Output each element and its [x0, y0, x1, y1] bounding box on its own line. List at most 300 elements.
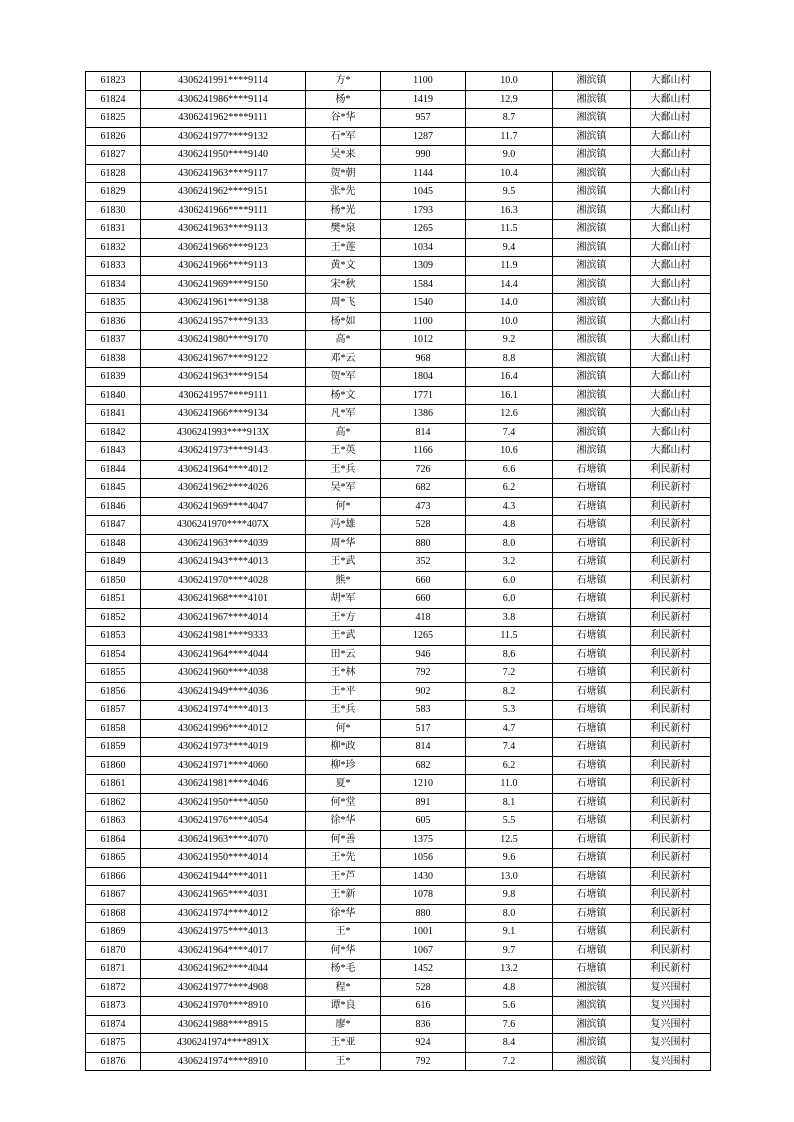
table-row: [86, 978, 711, 997]
cell-name: 徐*华: [306, 904, 381, 923]
cell-serial: 61870: [86, 941, 141, 960]
cell-name: 杨*毛: [306, 960, 381, 979]
cell-id_number: 4306241967****4014: [141, 608, 306, 627]
table-row: [86, 72, 711, 91]
table-row: [86, 1034, 711, 1053]
cell-amount: 1001: [381, 923, 466, 942]
cell-serial: 61871: [86, 960, 141, 979]
cell-serial: 61856: [86, 682, 141, 701]
cell-id_number: 4306241973****4019: [141, 738, 306, 757]
cell-id_number: 4306241980****9170: [141, 331, 306, 350]
cell-amount: 814: [381, 738, 466, 757]
cell-town: 石塘镇: [553, 923, 631, 942]
cell-village: 大鄱山村: [631, 386, 711, 405]
cell-name: 何*善: [306, 830, 381, 849]
cell-rate: 8.0: [466, 534, 553, 553]
cell-rate: 16.4: [466, 368, 553, 387]
cell-village: 利民新村: [631, 812, 711, 831]
cell-id_number: 4306241974****891X: [141, 1034, 306, 1053]
cell-village: 利民新村: [631, 534, 711, 553]
cell-amount: 946: [381, 645, 466, 664]
table-row: [86, 627, 711, 646]
cell-serial: 61844: [86, 460, 141, 479]
cell-id_number: 4306241950****4050: [141, 793, 306, 812]
cell-village: 利民新村: [631, 756, 711, 775]
cell-town: 湘滨镇: [553, 442, 631, 461]
cell-town: 石塘镇: [553, 553, 631, 572]
cell-id_number: 4306241975****4013: [141, 923, 306, 942]
cell-id_number: 4306241963****4070: [141, 830, 306, 849]
cell-name: 王*英: [306, 442, 381, 461]
cell-id_number: 4306241963****9117: [141, 164, 306, 183]
cell-rate: 3.2: [466, 553, 553, 572]
cell-serial: 61872: [86, 978, 141, 997]
cell-town: 石塘镇: [553, 886, 631, 905]
cell-serial: 61845: [86, 479, 141, 498]
cell-town: 湘滨镇: [553, 238, 631, 257]
cell-rate: 13.0: [466, 867, 553, 886]
cell-village: 利民新村: [631, 719, 711, 738]
cell-amount: 1452: [381, 960, 466, 979]
cell-rate: 8.4: [466, 1034, 553, 1053]
table-row: [86, 830, 711, 849]
cell-rate: 4.8: [466, 978, 553, 997]
cell-name: 樊*泉: [306, 220, 381, 239]
cell-rate: 4.8: [466, 516, 553, 535]
cell-rate: 16.3: [466, 201, 553, 220]
cell-name: 张*先: [306, 183, 381, 202]
table-row: [86, 571, 711, 590]
table-row: [86, 608, 711, 627]
cell-name: 凡*军: [306, 405, 381, 424]
table-row: [86, 257, 711, 276]
table-row: [86, 312, 711, 331]
cell-serial: 61826: [86, 127, 141, 146]
table-row: [86, 386, 711, 405]
cell-amount: 1287: [381, 127, 466, 146]
table-row: [86, 146, 711, 165]
table-row: [86, 701, 711, 720]
table-row: [86, 886, 711, 905]
cell-village: 大鄱山村: [631, 183, 711, 202]
cell-name: 高*: [306, 423, 381, 442]
cell-serial: 61840: [86, 386, 141, 405]
cell-id_number: 4306241960****4038: [141, 664, 306, 683]
cell-name: 周*飞: [306, 294, 381, 313]
table-row: [86, 904, 711, 923]
cell-serial: 61860: [86, 756, 141, 775]
cell-village: 大鄱山村: [631, 331, 711, 350]
cell-rate: 9.0: [466, 146, 553, 165]
table-row: [86, 423, 711, 442]
cell-rate: 14.4: [466, 275, 553, 294]
cell-town: 湘滨镇: [553, 1052, 631, 1071]
cell-id_number: 4306241966****9113: [141, 257, 306, 276]
cell-name: 王*林: [306, 664, 381, 683]
cell-name: 黄*文: [306, 257, 381, 276]
cell-id_number: 4306241968****4101: [141, 590, 306, 609]
table-row: [86, 201, 711, 220]
cell-name: 徐*华: [306, 812, 381, 831]
cell-rate: 5.5: [466, 812, 553, 831]
cell-rate: 8.2: [466, 682, 553, 701]
cell-serial: 61868: [86, 904, 141, 923]
cell-id_number: 4306241996****4012: [141, 719, 306, 738]
cell-village: 利民新村: [631, 682, 711, 701]
cell-id_number: 4306241966****9134: [141, 405, 306, 424]
cell-serial: 61862: [86, 793, 141, 812]
cell-rate: 10.0: [466, 72, 553, 91]
cell-village: 大鄱山村: [631, 275, 711, 294]
cell-rate: 5.6: [466, 997, 553, 1016]
cell-village: 利民新村: [631, 960, 711, 979]
table-row: [86, 127, 711, 146]
cell-town: 湘滨镇: [553, 164, 631, 183]
cell-serial: 61867: [86, 886, 141, 905]
cell-town: 石塘镇: [553, 941, 631, 960]
cell-amount: 1012: [381, 331, 466, 350]
cell-serial: 61825: [86, 109, 141, 128]
table-row: [86, 1015, 711, 1034]
cell-serial: 61873: [86, 997, 141, 1016]
cell-town: 湘滨镇: [553, 146, 631, 165]
cell-rate: 5.3: [466, 701, 553, 720]
cell-amount: 660: [381, 590, 466, 609]
cell-town: 湘滨镇: [553, 109, 631, 128]
cell-name: 王*先: [306, 849, 381, 868]
cell-village: 利民新村: [631, 460, 711, 479]
cell-serial: 61854: [86, 645, 141, 664]
table-row: [86, 534, 711, 553]
cell-id_number: 4306241967****9122: [141, 349, 306, 368]
cell-name: 王*兵: [306, 460, 381, 479]
cell-village: 利民新村: [631, 479, 711, 498]
cell-town: 湘滨镇: [553, 257, 631, 276]
cell-id_number: 4306241966****9111: [141, 201, 306, 220]
cell-town: 湘滨镇: [553, 72, 631, 91]
cell-name: 夏*: [306, 775, 381, 794]
cell-serial: 61829: [86, 183, 141, 202]
cell-id_number: 4306241977****4908: [141, 978, 306, 997]
cell-amount: 1540: [381, 294, 466, 313]
cell-name: 周*华: [306, 534, 381, 553]
cell-amount: 924: [381, 1034, 466, 1053]
cell-village: 复兴围村: [631, 1052, 711, 1071]
cell-rate: 14.0: [466, 294, 553, 313]
cell-rate: 6.2: [466, 479, 553, 498]
table-row: [86, 479, 711, 498]
cell-id_number: 4306241949****4036: [141, 682, 306, 701]
cell-serial: 61853: [86, 627, 141, 646]
cell-village: 大鄱山村: [631, 146, 711, 165]
cell-rate: 9.6: [466, 849, 553, 868]
cell-village: 大鄱山村: [631, 109, 711, 128]
cell-rate: 6.0: [466, 590, 553, 609]
cell-name: 王*: [306, 1052, 381, 1071]
cell-amount: 616: [381, 997, 466, 1016]
cell-rate: 8.6: [466, 645, 553, 664]
cell-rate: 12.6: [466, 405, 553, 424]
cell-village: 利民新村: [631, 571, 711, 590]
cell-amount: 352: [381, 553, 466, 572]
cell-id_number: 4306241957****9111: [141, 386, 306, 405]
table-row: [86, 553, 711, 572]
cell-serial: 61842: [86, 423, 141, 442]
cell-id_number: 4306241993****913X: [141, 423, 306, 442]
cell-serial: 61833: [86, 257, 141, 276]
table-row: [86, 923, 711, 942]
cell-id_number: 4306241950****9140: [141, 146, 306, 165]
cell-amount: 1793: [381, 201, 466, 220]
cell-id_number: 4306241970****4028: [141, 571, 306, 590]
cell-village: 复兴围村: [631, 997, 711, 1016]
cell-amount: 660: [381, 571, 466, 590]
cell-name: 杨*光: [306, 201, 381, 220]
cell-amount: 1034: [381, 238, 466, 257]
cell-rate: 9.7: [466, 941, 553, 960]
cell-amount: 1430: [381, 867, 466, 886]
cell-rate: 6.6: [466, 460, 553, 479]
cell-rate: 8.7: [466, 109, 553, 128]
cell-village: 利民新村: [631, 701, 711, 720]
cell-id_number: 4306241964****4044: [141, 645, 306, 664]
cell-village: 大鄱山村: [631, 405, 711, 424]
cell-amount: 1166: [381, 442, 466, 461]
cell-serial: 61866: [86, 867, 141, 886]
cell-serial: 61832: [86, 238, 141, 257]
cell-id_number: 4306241962****9111: [141, 109, 306, 128]
table-row: [86, 645, 711, 664]
cell-amount: 1771: [381, 386, 466, 405]
cell-village: 大鄱山村: [631, 220, 711, 239]
cell-village: 利民新村: [631, 553, 711, 572]
cell-rate: 3.8: [466, 608, 553, 627]
cell-rate: 6.2: [466, 756, 553, 775]
cell-town: 石塘镇: [553, 645, 631, 664]
cell-serial: 61846: [86, 497, 141, 516]
cell-name: 贺*军: [306, 368, 381, 387]
table-row: [86, 220, 711, 239]
cell-amount: 1375: [381, 830, 466, 849]
cell-serial: 61836: [86, 312, 141, 331]
cell-village: 利民新村: [631, 904, 711, 923]
cell-town: 石塘镇: [553, 756, 631, 775]
cell-serial: 61850: [86, 571, 141, 590]
cell-village: 大鄱山村: [631, 201, 711, 220]
cell-rate: 10.6: [466, 442, 553, 461]
cell-name: 王*新: [306, 886, 381, 905]
cell-serial: 61841: [86, 405, 141, 424]
cell-town: 湘滨镇: [553, 220, 631, 239]
cell-village: 大鄱山村: [631, 312, 711, 331]
cell-serial: 61857: [86, 701, 141, 720]
cell-serial: 61823: [86, 72, 141, 91]
table-row: [86, 497, 711, 516]
cell-amount: 418: [381, 608, 466, 627]
cell-name: 王*武: [306, 627, 381, 646]
cell-village: 利民新村: [631, 608, 711, 627]
cell-serial: 61859: [86, 738, 141, 757]
cell-amount: 1386: [381, 405, 466, 424]
cell-id_number: 4306241969****4047: [141, 497, 306, 516]
cell-id_number: 4306241974****4013: [141, 701, 306, 720]
cell-id_number: 4306241943****4013: [141, 553, 306, 572]
cell-name: 何*: [306, 719, 381, 738]
cell-amount: 583: [381, 701, 466, 720]
cell-serial: 61855: [86, 664, 141, 683]
cell-id_number: 4306241977****9132: [141, 127, 306, 146]
cell-rate: 12.9: [466, 90, 553, 109]
cell-name: 邓*云: [306, 349, 381, 368]
table-row: [86, 442, 711, 461]
table-row: [86, 460, 711, 479]
cell-amount: 1265: [381, 220, 466, 239]
table-row: [86, 1052, 711, 1071]
cell-town: 湘滨镇: [553, 90, 631, 109]
cell-id_number: 4306241965****4031: [141, 886, 306, 905]
cell-amount: 880: [381, 904, 466, 923]
cell-village: 利民新村: [631, 923, 711, 942]
beneficiary-table: [85, 71, 711, 1071]
cell-town: 湘滨镇: [553, 349, 631, 368]
cell-amount: 836: [381, 1015, 466, 1034]
cell-village: 大鄱山村: [631, 127, 711, 146]
table-row: [86, 867, 711, 886]
cell-rate: 4.3: [466, 497, 553, 516]
cell-serial: 61839: [86, 368, 141, 387]
cell-town: 石塘镇: [553, 867, 631, 886]
cell-name: 王*莲: [306, 238, 381, 257]
cell-id_number: 4306241976****4054: [141, 812, 306, 831]
cell-village: 大鄱山村: [631, 349, 711, 368]
cell-serial: 61858: [86, 719, 141, 738]
table-row: [86, 793, 711, 812]
cell-amount: 1210: [381, 775, 466, 794]
table-row: [86, 738, 711, 757]
cell-rate: 9.4: [466, 238, 553, 257]
cell-village: 复兴围村: [631, 978, 711, 997]
cell-id_number: 4306241961****9138: [141, 294, 306, 313]
cell-serial: 61835: [86, 294, 141, 313]
cell-id_number: 4306241971****4060: [141, 756, 306, 775]
cell-amount: 1100: [381, 72, 466, 91]
cell-amount: 473: [381, 497, 466, 516]
cell-town: 石塘镇: [553, 627, 631, 646]
cell-id_number: 4306241963****9154: [141, 368, 306, 387]
cell-rate: 13.2: [466, 960, 553, 979]
cell-serial: 61865: [86, 849, 141, 868]
cell-name: 石*军: [306, 127, 381, 146]
table-row: [86, 349, 711, 368]
table-row: [86, 682, 711, 701]
table-row: [86, 164, 711, 183]
cell-id_number: 4306241962****4044: [141, 960, 306, 979]
cell-town: 石塘镇: [553, 793, 631, 812]
cell-rate: 7.4: [466, 423, 553, 442]
cell-serial: 61848: [86, 534, 141, 553]
cell-serial: 61834: [86, 275, 141, 294]
cell-amount: 605: [381, 812, 466, 831]
cell-id_number: 4306241944****4011: [141, 867, 306, 886]
cell-rate: 7.2: [466, 1052, 553, 1071]
cell-id_number: 4306241969****9150: [141, 275, 306, 294]
table-row: [86, 997, 711, 1016]
cell-name: 柳*政: [306, 738, 381, 757]
cell-village: 复兴围村: [631, 1015, 711, 1034]
table-row: [86, 275, 711, 294]
cell-amount: 1045: [381, 183, 466, 202]
cell-village: 利民新村: [631, 886, 711, 905]
cell-id_number: 4306241991****9114: [141, 72, 306, 91]
table-row: [86, 294, 711, 313]
cell-town: 湘滨镇: [553, 294, 631, 313]
cell-town: 石塘镇: [553, 608, 631, 627]
cell-rate: 9.2: [466, 331, 553, 350]
cell-name: 胡*军: [306, 590, 381, 609]
cell-name: 柳*珍: [306, 756, 381, 775]
table-row: [86, 849, 711, 868]
table-row: [86, 238, 711, 257]
cell-name: 王*亚: [306, 1034, 381, 1053]
cell-serial: 61869: [86, 923, 141, 942]
table-row: [86, 90, 711, 109]
cell-amount: 1144: [381, 164, 466, 183]
cell-town: 石塘镇: [553, 534, 631, 553]
cell-serial: 61851: [86, 590, 141, 609]
cell-name: 程*: [306, 978, 381, 997]
cell-rate: 9.8: [466, 886, 553, 905]
cell-village: 利民新村: [631, 849, 711, 868]
cell-serial: 61828: [86, 164, 141, 183]
cell-amount: 682: [381, 479, 466, 498]
cell-town: 湘滨镇: [553, 127, 631, 146]
cell-name: 王*兵: [306, 701, 381, 720]
cell-amount: 528: [381, 978, 466, 997]
cell-rate: 7.2: [466, 664, 553, 683]
cell-id_number: 4306241950****4014: [141, 849, 306, 868]
cell-town: 石塘镇: [553, 849, 631, 868]
cell-amount: 1309: [381, 257, 466, 276]
cell-id_number: 4306241973****9143: [141, 442, 306, 461]
cell-id_number: 4306241970****8910: [141, 997, 306, 1016]
cell-name: 杨*如: [306, 312, 381, 331]
cell-rate: 8.1: [466, 793, 553, 812]
cell-town: 石塘镇: [553, 812, 631, 831]
cell-name: 王*: [306, 923, 381, 942]
cell-serial: 61824: [86, 90, 141, 109]
cell-rate: 8.8: [466, 349, 553, 368]
cell-rate: 11.7: [466, 127, 553, 146]
cell-village: 大鄱山村: [631, 442, 711, 461]
cell-id_number: 4306241974****8910: [141, 1052, 306, 1071]
cell-village: 利民新村: [631, 793, 711, 812]
cell-id_number: 4306241974****4012: [141, 904, 306, 923]
table-row: [86, 756, 711, 775]
cell-amount: 1419: [381, 90, 466, 109]
cell-amount: 726: [381, 460, 466, 479]
cell-amount: 1100: [381, 312, 466, 331]
table-row: [86, 960, 711, 979]
cell-town: 湘滨镇: [553, 1015, 631, 1034]
cell-name: 吴*来: [306, 146, 381, 165]
cell-town: 石塘镇: [553, 830, 631, 849]
cell-amount: 990: [381, 146, 466, 165]
cell-village: 大鄱山村: [631, 90, 711, 109]
cell-town: 石塘镇: [553, 664, 631, 683]
cell-id_number: 4306241966****9123: [141, 238, 306, 257]
cell-town: 石塘镇: [553, 960, 631, 979]
cell-rate: 9.1: [466, 923, 553, 942]
